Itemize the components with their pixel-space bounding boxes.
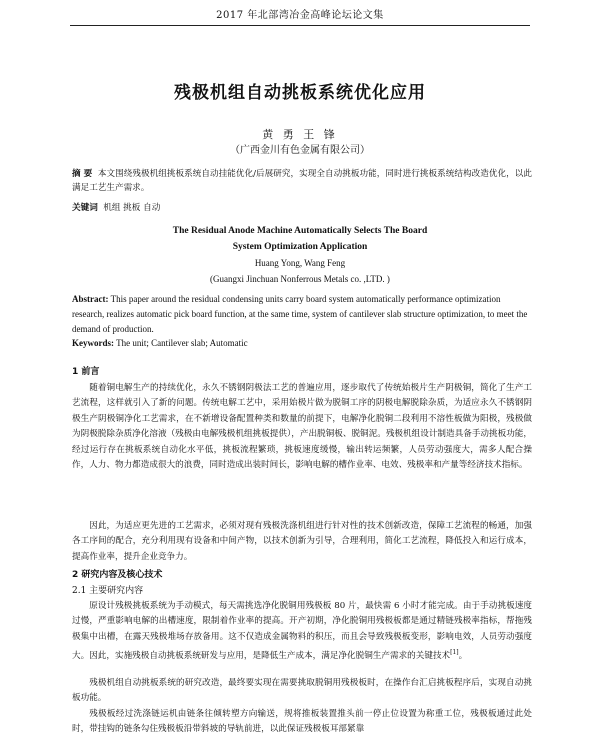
abstract-en-label: Abstract: bbox=[72, 294, 109, 304]
header-rule bbox=[70, 25, 530, 26]
section-1-paragraph-2: 因此，为适应更先进的工艺需求，必须对现有残极洗涤机组进行针对性的技术创新改造，保障工艺流程的畅通，加强各工序间的配合，充分利用现有设备和中间产物，以技术创新为引导，合理利用，简化工艺流程，降低投入和运行成本，提高作业率，提升企业竞争力。 bbox=[72, 521, 532, 562]
english-title-line1: The Residual Anode Machine Automatically Selects The Board bbox=[172, 226, 428, 236]
section-2-1-paragraph-3: 残极板经过洗涤链运机由链条往倾转塑方向输送，规将推板装置推头前一停止位设置为称重工位，残极板通过此处时，带挂钩的链条勾住残极板沿带斜坡的导轨前进，以此保证残极板耳部紧靠 bbox=[72, 709, 532, 735]
english-affiliation: (Guangxi Jinchuan Nonferrous Metals co. ,LTD. ) bbox=[210, 274, 390, 284]
section-2-1-paragraph-2: 残极机组自动挑板系统的研究改造，最终要实现在需要挑取脱铜用残极板时，在操作台汇启挑板程序后，实现自动挑板功能。 bbox=[72, 678, 532, 704]
english-title bbox=[0, 223, 600, 255]
keywords-en-text: The unit; Cantilever slab; Automatic bbox=[116, 338, 248, 348]
citation-ref: [1] bbox=[450, 649, 459, 657]
authors: 黄 勇 王 锋 bbox=[262, 128, 338, 141]
abstract-en bbox=[72, 292, 532, 337]
abstract-cn-label: 摘 要 bbox=[72, 169, 93, 179]
keywords-cn-label: 关键词 bbox=[72, 203, 98, 213]
section-2-heading: 2 研究内容及核心技术 bbox=[72, 570, 163, 580]
english-authors: Huang Yong, Wang Feng bbox=[254, 258, 346, 268]
abstract-cn-text: 本文围绕残极机组挑板系统自动挂能优化/后展研究，实现全自动挑板功能，同时进行挑板系统结构改造优化，以此满足工艺生产需求。 bbox=[72, 169, 532, 193]
english-title-line2: System Optimization Application bbox=[232, 242, 368, 252]
keywords-cn bbox=[72, 201, 160, 213]
keywords-en bbox=[72, 338, 248, 348]
section-1-heading: 1 前言 bbox=[72, 367, 100, 377]
affiliation: （广西金川有色金属有限公司） bbox=[230, 145, 370, 156]
section-1-paragraph-1: 随着铜电解生产的持续优化，永久不锈钢阴极法工艺的普遍应用，逐步取代了传统始极片生产阴极铜，简化了生产工艺流程，这样就引入了新的问题。传统电解工艺中，采用始极片做为脱铜工序的阴极电解脱除杂质，为适应永久不锈钢阴极生产阴极铜净化工艺需求，在不新增设备配置种类和数量的前提下，电解净化脱铜二段利用不溶性板做为阳极，残极做为阴极脱除杂质净化溶液（残极由电解残极机组挑板提供），产出脱铜板、脱铜泥。残极机组设计制造具备手动挑板功能，经过运行存在挑板系统自动化水平低，挑板流程繁琐，挑板速度缓慢，输出转运频繁，人员劳动强度大，需多人配合操作，人力、物力都造成很大的浪费，同时造成出装时间长，影响电解的槽作业率、电效、残极率和产量等经济技术指标。 bbox=[72, 383, 532, 471]
paper-title: 残极机组自动挑板系统优化应用 bbox=[174, 83, 426, 103]
abstract-cn bbox=[72, 167, 532, 195]
keywords-cn-text: 机组 挑板 自动 bbox=[103, 203, 161, 213]
section-2-1-paragraph-1-text: 原设计残极挑板系统为手动模式，每天需挑选净化脱铜用残极板 80 片，最快需 6 小时才能完成。由于手动挑板速度过慢，严重影响电解的出槽速度，限制着作业率的提高。开产初期，净化脱铜用残极板都是通过精链残极率指标，帮拖残极集中出槽，在露天残极堆场存放备用。这不仅造成金属物料的积压，而且会导致残极板变形，影响电效，人员劳动强度大。因此，实施残极自动挑板系统研发与应用，是降低生产成本，满足净化脱铜生产需求的关键技术 bbox=[72, 601, 532, 662]
section-2-1-heading: 2.1 主要研究内容 bbox=[72, 586, 144, 596]
running-header: 2017 年北部湾冶金高峰论坛论文集 bbox=[216, 10, 384, 21]
keywords-en-label: Keywords: bbox=[72, 338, 114, 348]
section-2-1-paragraph-1: 原设计残极挑板系统为手动模式，每天需挑选净化脱铜用残极板 80 片，最快需 6 小时才能完成。由于手动挑板速度过慢，严重影响电解的出槽速度，限制着作业率的提高。开产初期，净化脱铜用残极板都是通过精链残极率指标，帮拖残极集中出槽，在露天残极堆场存放备用。这不仅造成金属物料的积压，而且会导致残极板变形，影响电效，人员劳动强度大。因此，实施残极自动挑板系统研发与应用，是降低生产成本，满足净化脱铜生产需求的关键技术[1]。 bbox=[72, 601, 532, 662]
abstract-en-text: This paper around the residual condensing units carry board system automatically performance optimization research, realizes automatic pick board function, at the same time, system of cantilever slab structure optimization, to meet the demand of production. bbox=[72, 294, 528, 334]
